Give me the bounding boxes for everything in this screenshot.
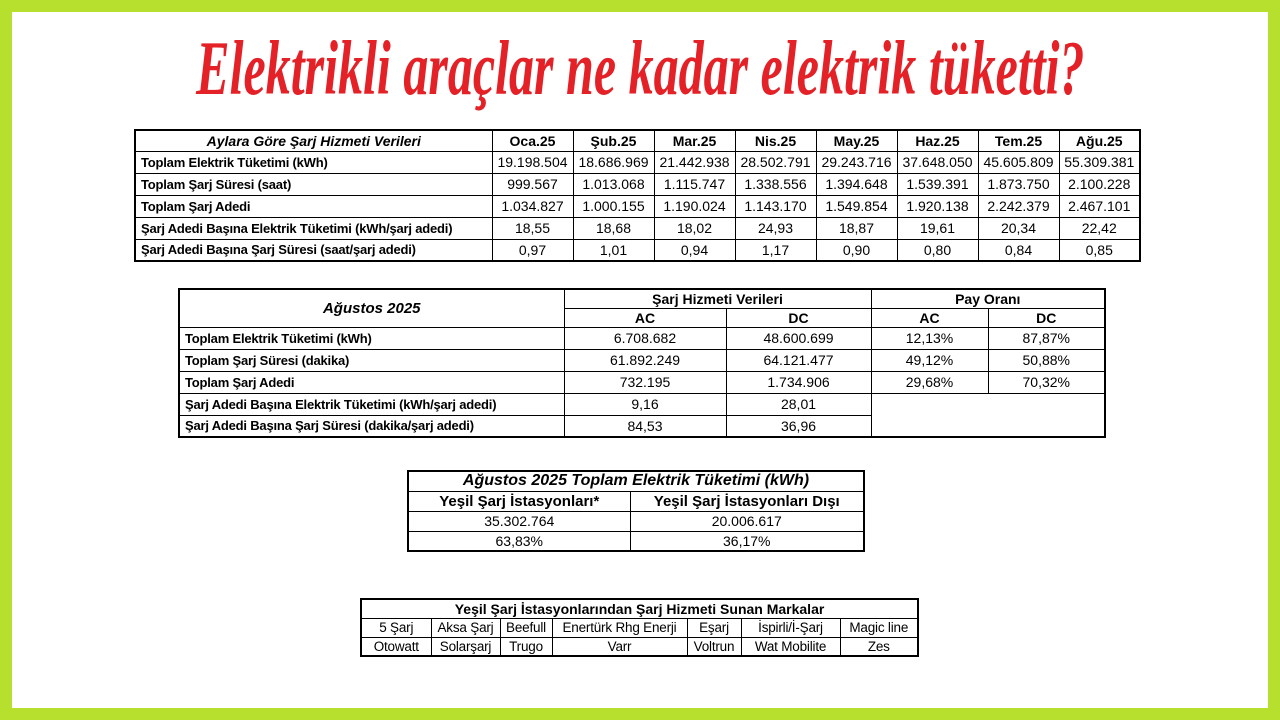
brand-cell: Magic line xyxy=(840,618,918,637)
page-title: Elektrikli araçlar ne kadar elektrik tüketti? xyxy=(195,25,1085,111)
month-header: Tem.25 xyxy=(978,130,1059,151)
brand-cell: Voltrun xyxy=(687,637,741,656)
brand-cell: Wat Mobilite xyxy=(741,637,840,656)
dc-header: DC xyxy=(726,308,871,327)
data-cell: 45.605.809 xyxy=(978,151,1059,173)
empty-merged-cell xyxy=(871,393,1105,437)
brand-cell: Solarşarj xyxy=(431,637,500,656)
share-dc-header: DC xyxy=(988,308,1105,327)
data-cell: 70,32% xyxy=(988,371,1105,393)
green-table-title: Ağustos 2025 Toplam Elektrik Tüketimi (kWh) xyxy=(408,471,864,491)
brand-cell: Eşarj xyxy=(687,618,741,637)
green-header-row xyxy=(408,491,864,511)
service-data-group-header: Şarj Hizmeti Verileri xyxy=(564,289,871,308)
data-cell: 1.190.024 xyxy=(654,195,735,217)
data-cell: 29.243.716 xyxy=(816,151,897,173)
brand-cell: Otowatt xyxy=(361,637,431,656)
row-label: Toplam Şarj Süresi (dakika) xyxy=(179,349,564,371)
brand-cell: Enertürk Rhg Enerji xyxy=(552,618,687,637)
ac-header: AC xyxy=(564,308,726,327)
data-cell: 22,42 xyxy=(1059,217,1140,239)
data-cell: 2.467.101 xyxy=(1059,195,1140,217)
data-cell: 49,12% xyxy=(871,349,988,371)
share-ac-header: AC xyxy=(871,308,988,327)
row-label: Şarj Adedi Başına Elektrik Tüketimi (kWh/şarj adedi) xyxy=(135,217,492,239)
table-row xyxy=(135,217,1140,239)
green-stations-header: Yeşil Şarj İstasyonları* xyxy=(408,491,630,511)
brand-cell: İspirli/İ-Şarj xyxy=(741,618,840,637)
data-cell: 12,13% xyxy=(871,327,988,349)
data-cell: 48.600.699 xyxy=(726,327,871,349)
month-header: Nis.25 xyxy=(735,130,816,151)
data-cell: 0,97 xyxy=(492,239,573,261)
row-label: Toplam Şarj Adedi xyxy=(135,195,492,217)
data-cell: 1.920.138 xyxy=(897,195,978,217)
data-cell: 29,68% xyxy=(871,371,988,393)
data-cell: 18,55 xyxy=(492,217,573,239)
data-cell: 20.006.617 xyxy=(630,511,864,531)
row-label: Şarj Adedi Başına Şarj Süresi (saat/şarj adedi) xyxy=(135,239,492,261)
month-header: Ağu.25 xyxy=(1059,130,1140,151)
data-cell: 19.198.504 xyxy=(492,151,573,173)
data-cell: 18,02 xyxy=(654,217,735,239)
green-title-row xyxy=(408,471,864,491)
table-row xyxy=(135,173,1140,195)
data-cell: 36,96 xyxy=(726,415,871,437)
data-cell: 1.013.068 xyxy=(573,173,654,195)
data-cell: 1.000.155 xyxy=(573,195,654,217)
data-cell: 36,17% xyxy=(630,531,864,551)
non-green-stations-header: Yeşil Şarj İstasyonları Dışı xyxy=(630,491,864,511)
data-cell: 0,90 xyxy=(816,239,897,261)
month-header: Oca.25 xyxy=(492,130,573,151)
data-cell: 64.121.477 xyxy=(726,349,871,371)
monthly-table-title: Aylara Göre Şarj Hizmeti Verileri xyxy=(135,130,492,151)
data-cell: 84,53 xyxy=(564,415,726,437)
table-row xyxy=(361,637,918,656)
data-cell: 732.195 xyxy=(564,371,726,393)
data-cell: 1.143.170 xyxy=(735,195,816,217)
august-table-title: Ağustos 2025 xyxy=(179,289,564,327)
data-cell: 24,93 xyxy=(735,217,816,239)
data-cell: 20,34 xyxy=(978,217,1059,239)
table-row xyxy=(179,371,1105,393)
green-stations-table xyxy=(407,470,865,552)
table-row xyxy=(408,531,864,551)
data-cell: 1.338.556 xyxy=(735,173,816,195)
brands-title-row xyxy=(361,599,918,618)
data-cell: 0,80 xyxy=(897,239,978,261)
data-cell: 1.394.648 xyxy=(816,173,897,195)
data-cell: 63,83% xyxy=(408,531,630,551)
data-cell: 50,88% xyxy=(988,349,1105,371)
monthly-table xyxy=(134,129,1141,262)
brands-table xyxy=(360,598,919,657)
brand-cell: Trugo xyxy=(500,637,552,656)
data-cell: 9,16 xyxy=(564,393,726,415)
share-ratio-group-header: Pay Oranı xyxy=(871,289,1105,308)
page-title-container xyxy=(12,25,1268,111)
data-cell: 0,94 xyxy=(654,239,735,261)
data-cell: 1.539.391 xyxy=(897,173,978,195)
brands-table-title: Yeşil Şarj İstasyonlarından Şarj Hizmeti Sunan Markalar xyxy=(361,599,918,618)
row-label: Toplam Elektrik Tüketimi (kWh) xyxy=(135,151,492,173)
data-cell: 2.100.228 xyxy=(1059,173,1140,195)
month-header: Haz.25 xyxy=(897,130,978,151)
row-label: Şarj Adedi Başına Elektrik Tüketimi (kWh/şarj adedi) xyxy=(179,393,564,415)
data-cell: 0,85 xyxy=(1059,239,1140,261)
month-header: Mar.25 xyxy=(654,130,735,151)
data-cell: 999.567 xyxy=(492,173,573,195)
data-cell: 1,17 xyxy=(735,239,816,261)
brand-cell: 5 Şarj xyxy=(361,618,431,637)
data-cell: 87,87% xyxy=(988,327,1105,349)
table-row xyxy=(408,511,864,531)
brand-cell: Aksa Şarj xyxy=(431,618,500,637)
data-cell: 1.115.747 xyxy=(654,173,735,195)
data-cell: 1.734.906 xyxy=(726,371,871,393)
data-cell: 1.034.827 xyxy=(492,195,573,217)
table-row xyxy=(361,618,918,637)
brand-cell: Zes xyxy=(840,637,918,656)
row-label: Toplam Elektrik Tüketimi (kWh) xyxy=(179,327,564,349)
row-label: Toplam Şarj Adedi xyxy=(179,371,564,393)
data-cell: 55.309.381 xyxy=(1059,151,1140,173)
data-cell: 18,68 xyxy=(573,217,654,239)
brand-cell: Varr xyxy=(552,637,687,656)
data-cell: 0,84 xyxy=(978,239,1059,261)
data-cell: 28.502.791 xyxy=(735,151,816,173)
data-cell: 19,61 xyxy=(897,217,978,239)
row-label: Şarj Adedi Başına Şarj Süresi (dakika/şarj adedi) xyxy=(179,415,564,437)
data-cell: 18,87 xyxy=(816,217,897,239)
data-cell: 2.242.379 xyxy=(978,195,1059,217)
data-cell: 18.686.969 xyxy=(573,151,654,173)
table-row xyxy=(135,151,1140,173)
data-cell: 1.549.854 xyxy=(816,195,897,217)
monthly-header-row xyxy=(135,130,1140,151)
august-group-header-row xyxy=(179,289,1105,308)
row-label: Toplam Şarj Süresi (saat) xyxy=(135,173,492,195)
month-header: May.25 xyxy=(816,130,897,151)
brand-cell: Beefull xyxy=(500,618,552,637)
data-cell: 61.892.249 xyxy=(564,349,726,371)
august-acdc-table xyxy=(178,288,1106,438)
data-cell: 28,01 xyxy=(726,393,871,415)
table-row xyxy=(135,195,1140,217)
data-cell: 1.873.750 xyxy=(978,173,1059,195)
data-cell: 6.708.682 xyxy=(564,327,726,349)
data-cell: 37.648.050 xyxy=(897,151,978,173)
data-cell: 21.442.938 xyxy=(654,151,735,173)
table-row xyxy=(179,393,1105,415)
table-row xyxy=(135,239,1140,261)
data-cell: 35.302.764 xyxy=(408,511,630,531)
table-row xyxy=(179,327,1105,349)
table-row xyxy=(179,349,1105,371)
data-cell: 1,01 xyxy=(573,239,654,261)
month-header: Şub.25 xyxy=(573,130,654,151)
